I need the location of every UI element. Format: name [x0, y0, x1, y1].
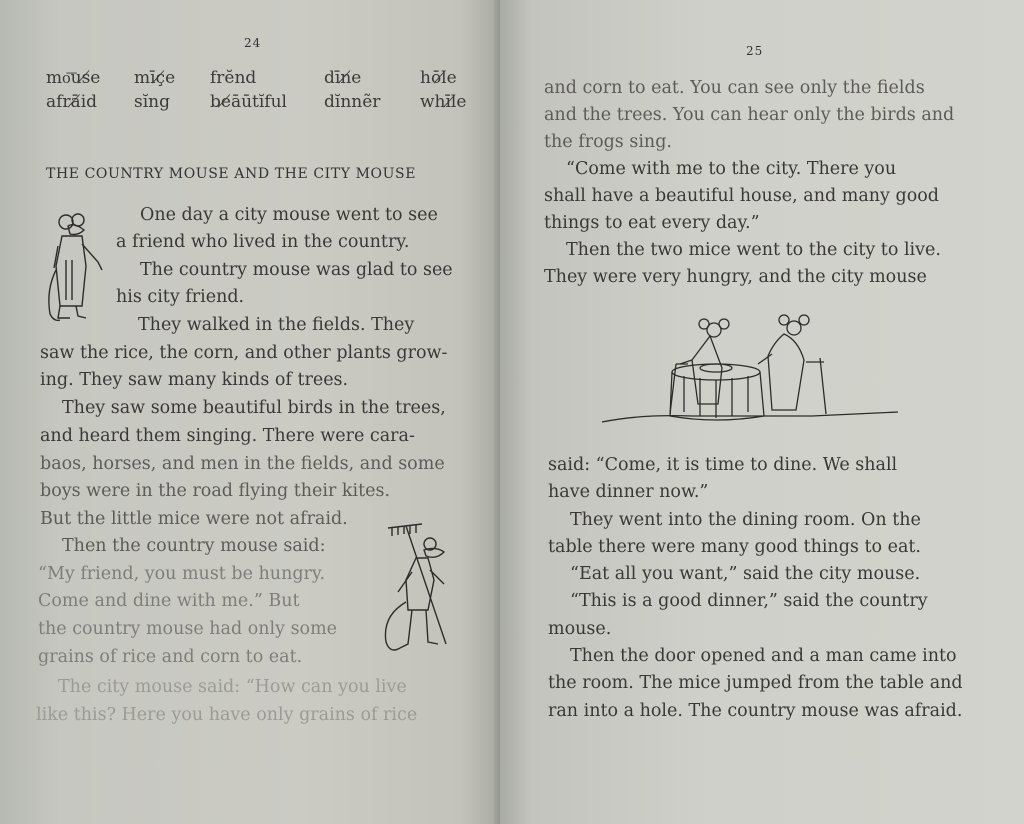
vocab-word: mīç̸e	[134, 68, 176, 88]
text-line: and the trees. You can hear only the birds and	[544, 105, 955, 125]
vocab-word: afrā̸id	[46, 92, 98, 112]
text-line: grains of rice and corn to eat.	[38, 647, 303, 667]
text-line: have dinner now.”	[548, 482, 709, 502]
text-line: Then the door opened and a man came into	[570, 646, 957, 666]
vocabulary-list	[46, 68, 476, 112]
text-line: a friend who lived in the country.	[116, 232, 410, 252]
text-line: said: “Come, it is time to dine. We shall	[548, 455, 898, 475]
text-line: boys were in the road flying their kites.	[40, 481, 391, 501]
vocab-word: dīn̸e	[324, 68, 362, 88]
two-mice-at-table-illustration	[600, 306, 900, 432]
vocab-word: hōl̸e	[420, 68, 457, 88]
vocab-word: mo͞us̸e	[46, 68, 101, 88]
text-line: Then the country mouse said:	[62, 536, 326, 556]
text-line: and heard them singing. There were cara-	[40, 426, 415, 446]
vocab-word: whīl̸e	[420, 92, 467, 112]
text-line: The country mouse was glad to see	[140, 260, 453, 280]
right-page	[500, 0, 1024, 824]
text-line: Come and dine with me.” But	[38, 591, 300, 611]
page-number-left: 24	[244, 36, 262, 50]
vocab-word: sĭng	[134, 92, 170, 112]
text-line: They were very hungry, and the city mouse	[544, 267, 927, 287]
text-line: shall have a beautiful house, and many good	[544, 186, 939, 206]
text-line: table there were many good things to eat.	[548, 537, 921, 557]
text-line: Then the two mice went to the city to live.	[566, 240, 941, 260]
text-line: saw the rice, the corn, and other plants grow-	[40, 343, 448, 363]
text-line: “Come with me to the city. There you	[566, 159, 897, 179]
left-page	[0, 0, 500, 824]
text-line: ing. They saw many kinds of trees.	[40, 370, 349, 390]
text-line: things to eat every day.”	[544, 213, 760, 233]
text-line: One day a city mouse went to see	[140, 205, 438, 225]
text-line: They went into the dining room. On the	[570, 510, 921, 530]
text-line: But the little mice were not afraid.	[40, 509, 348, 529]
text-line: mouse.	[548, 619, 612, 639]
mouse-in-coat-illustration	[44, 210, 108, 328]
text-line: “Eat all you want,” said the city mouse.	[570, 564, 921, 584]
text-line: like this? Here you have only grains of rice	[36, 705, 418, 725]
text-line: “My friend, you must be hungry.	[38, 564, 326, 584]
page-number-right: 25	[746, 44, 764, 58]
vocab-word: dĭnnẽr	[324, 92, 381, 112]
text-line: “This is a good dinner,” said the country	[570, 591, 928, 611]
story-title: THE COUNTRY MOUSE AND THE CITY MOUSE	[46, 166, 417, 182]
text-line: The city mouse said: “How can you live	[58, 677, 407, 697]
text-line: They saw some beautiful birds in the trees,	[62, 398, 446, 418]
text-line: They walked in the fields. They	[138, 315, 415, 335]
text-line: the frogs sing.	[544, 132, 672, 152]
text-line: the room. The mice jumped from the table and	[548, 673, 963, 693]
text-line: and corn to eat. You can see only the fields	[544, 78, 925, 98]
text-line: ran into a hole. The country mouse was afraid.	[548, 701, 963, 721]
vocab-word: be̸āūtĭful	[210, 92, 287, 112]
mouse-with-rake-illustration	[372, 522, 462, 662]
vocab-word: frĕnd	[210, 68, 257, 88]
text-line: the country mouse had only some	[38, 619, 338, 639]
text-line: baos, horses, and men in the fields, and some	[40, 454, 445, 474]
text-line: his city friend.	[116, 287, 245, 307]
